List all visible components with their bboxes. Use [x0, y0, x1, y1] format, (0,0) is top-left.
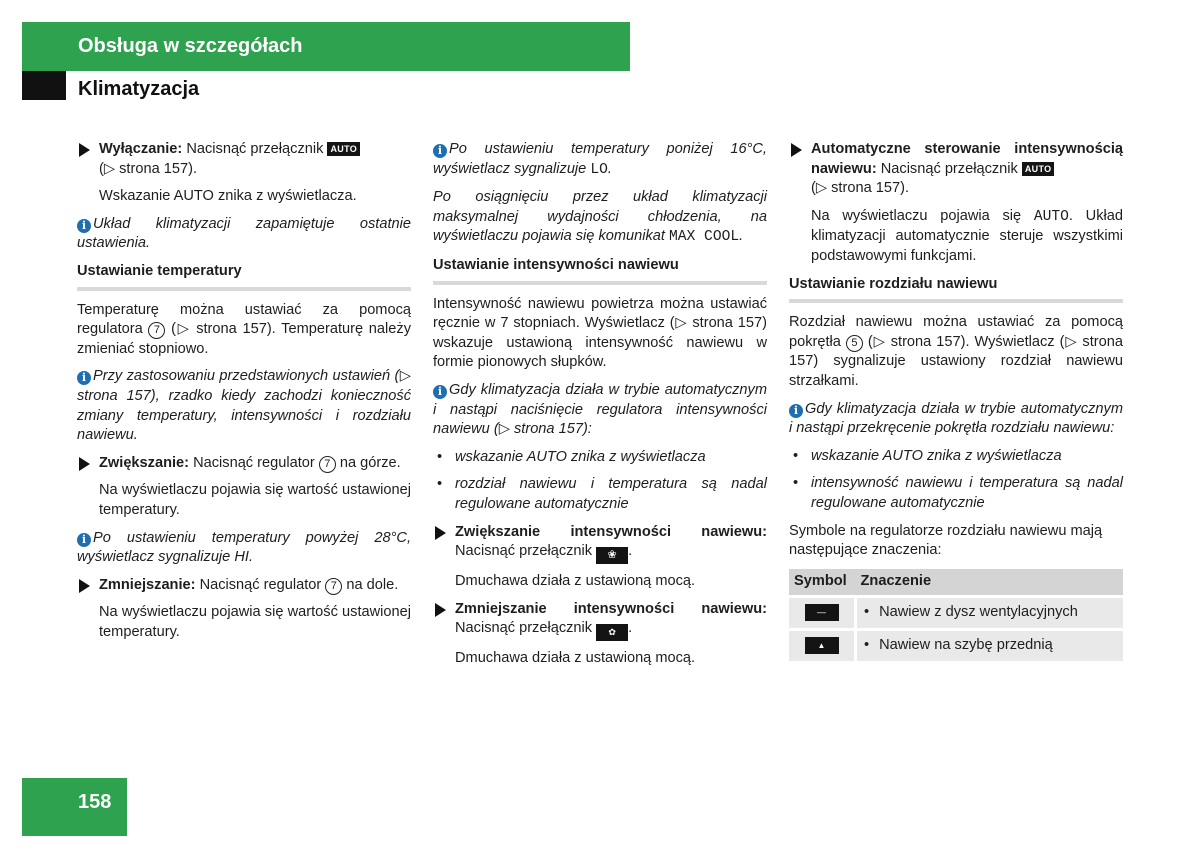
- info-note: i Po ustawieniu temperatury poniżej 16°C, wyświetlacz sygnalizuje LO.: [433, 141, 767, 178]
- info-icon: i: [77, 371, 91, 385]
- subheading-temperature: Ustawianie temperatury: [77, 262, 411, 291]
- table-header-meaning: Znaczenie: [856, 569, 1124, 597]
- fan-small-icon: ✿: [596, 624, 628, 641]
- instruction-result: Dmuchawa działa z ustawioną mocą.: [455, 650, 696, 667]
- control-number: 5: [846, 335, 863, 352]
- instruction-label: Wyłączanie:: [99, 141, 183, 157]
- instruction-zmniejszanie-nawiewu: Zmniejszanie intensywności nawiewu: Nacisnąć przełącznik ✿ .: [433, 600, 767, 642]
- instruction-result: Dmuchawa działa z ustawioną mocą.: [455, 573, 696, 590]
- instruction-label: Zwiększanie intensywności nawiewu:: [455, 523, 767, 540]
- paragraph: Temperaturę można ustawiać za pomocą regulatora 7 (▷ strona 157). Temperaturę należy zmieniać stopniowo.: [77, 301, 411, 357]
- info-note: i Po ustawieniu temperatury powyżej 28°C, wyświetlacz sygnalizuje HI.: [77, 529, 411, 566]
- instruction-label: Automatyczne sterowanie intensywnością nawiewu:: [811, 141, 1123, 177]
- instruction-result: Na wyświetlaczu pojawia się AUTO. Układ klimatyzacji automatycznie steruje wszystkimi podstawowymi funkcjami.: [811, 207, 1123, 264]
- info-icon: i: [433, 144, 447, 158]
- info-note: i Gdy klimatyzacja działa w trybie automatycznym i nastąpi przekręcenie pokrętła rozdziału nawiewu:: [789, 400, 1123, 437]
- instruction-wylaczanie: Wyłączanie: Nacisnąć przełącznik AUTO (▷ strona 157).: [77, 140, 411, 179]
- section-title: Obsługa w szczegółach: [78, 35, 303, 57]
- instruction-label: Zwiększanie:: [99, 454, 190, 471]
- instruction-label: Zmniejszanie:: [99, 576, 196, 593]
- vent-symbol-icon: —: [805, 604, 839, 621]
- triangle-arrow-icon: [79, 143, 90, 157]
- table-header-row: [789, 569, 1123, 597]
- table-row: ▲ • Nawiew na szybę przednią: [789, 629, 1123, 661]
- chapter-marker: [22, 71, 66, 100]
- auto-key-icon: AUTO: [1022, 162, 1055, 176]
- instruction-zmniejszanie: Zmniejszanie: Nacisnąć regulator 7 na dole.: [77, 576, 411, 596]
- auto-key-icon: AUTO: [327, 142, 360, 156]
- subheading-distribution: Ustawianie rozdziału nawiewu: [789, 275, 1123, 304]
- instruction-zwiekszanie-nawiewu: Zwiększanie intensywności nawiewu: Nacisnąć przełącznik ❀ .: [433, 523, 767, 565]
- control-number: 7: [325, 578, 342, 595]
- column-1: [77, 140, 411, 650]
- triangle-arrow-icon: [435, 526, 446, 540]
- page-number: 158: [78, 791, 112, 813]
- control-number: 7: [319, 456, 336, 473]
- info-icon: i: [433, 385, 447, 399]
- chapter-title: Klimatyzacja: [78, 78, 200, 100]
- control-number: 7: [148, 322, 165, 339]
- subheading-intensity: Ustawianie intensywności nawiewu: [433, 256, 767, 285]
- instruction-result: Na wyświetlaczu pojawia się wartość ustawionej temperatury.: [99, 482, 411, 518]
- triangle-arrow-icon: [79, 457, 90, 471]
- paragraph: Symbole na regulatorze rozdziału nawiewu mają następujące znaczenia:: [789, 522, 1103, 559]
- list-item: • intensywność nawiewu i temperatura są nadal regulowane automatycznie: [793, 475, 1123, 511]
- info-icon: i: [789, 404, 803, 418]
- instruction-label: Zmniejszanie intensywności nawiewu:: [455, 600, 767, 617]
- table-row: — • Nawiew z dysz wentylacyjnych: [789, 596, 1123, 629]
- info-note: i Układ klimatyzacji zapamiętuje ostatnie ustawienia.: [77, 215, 411, 252]
- info-icon: i: [77, 219, 91, 233]
- fan-large-icon: ❀: [596, 547, 628, 564]
- triangle-arrow-icon: [435, 603, 446, 617]
- paragraph: Intensywność nawiewu powietrza można ustawiać ręcznie w 7 stopniach. Wyświetlacz (▷ strona 157) wskazuje ustawioną intensywność nawiewu w formie pionowych słupków.: [433, 295, 767, 371]
- list-item: • rozdział nawiewu i temperatura są nadal regulowane automatycznie: [437, 476, 767, 512]
- windshield-symbol-icon: ▲: [805, 637, 839, 654]
- triangle-arrow-icon: [791, 143, 802, 157]
- instruction-zwiekszanie: Zwiększanie: Nacisnąć regulator 7 na górze.: [77, 454, 411, 474]
- list-item: • wskazanie AUTO znika z wyświetlacza: [437, 448, 706, 465]
- triangle-arrow-icon: [79, 579, 90, 593]
- list-item: • wskazanie AUTO znika z wyświetlacza: [793, 447, 1062, 464]
- column-3: [789, 140, 1123, 661]
- info-note: i Przy zastosowaniu przedstawionych ustawień (▷ strona 157), rzadko kiedy zachodzi konieczność zmiany temperatury, intensywności i rozdziału nawiewu.: [77, 368, 411, 444]
- instruction-result: Wskazanie AUTO znika z wyświetlacza.: [99, 188, 357, 205]
- instruction-result: Na wyświetlaczu pojawia się wartość ustawionej temperatury.: [99, 604, 411, 640]
- instruction-auto: Automatyczne sterowanie intensywnością nawiewu: Nacisnąć przełącznik AUTO (▷ strona 157).: [789, 140, 1123, 199]
- symbol-table: [789, 569, 1123, 661]
- info-note: i Gdy klimatyzacja działa w trybie automatycznym i nastąpi naciśnięcie regulatora intensywności nawiewu (▷ strona 157):: [433, 381, 767, 438]
- paragraph: Rozdział nawiewu można ustawiać za pomocą pokrętła 5 (▷ strona 157). Wyświetlacz (▷ strona 157) sygnalizuje ustawiony rozdział nawiewu strzałkami.: [789, 314, 1123, 389]
- table-header-symbol: Symbol: [789, 569, 856, 597]
- info-icon: i: [77, 533, 91, 547]
- info-paragraph: Po osiągnięciu przez układ klimatyzacji maksymalnej wydajności chłodzenia, na wyświetlaczu pojawia się komunikat MAX COOL.: [433, 189, 767, 246]
- column-2: [433, 140, 767, 677]
